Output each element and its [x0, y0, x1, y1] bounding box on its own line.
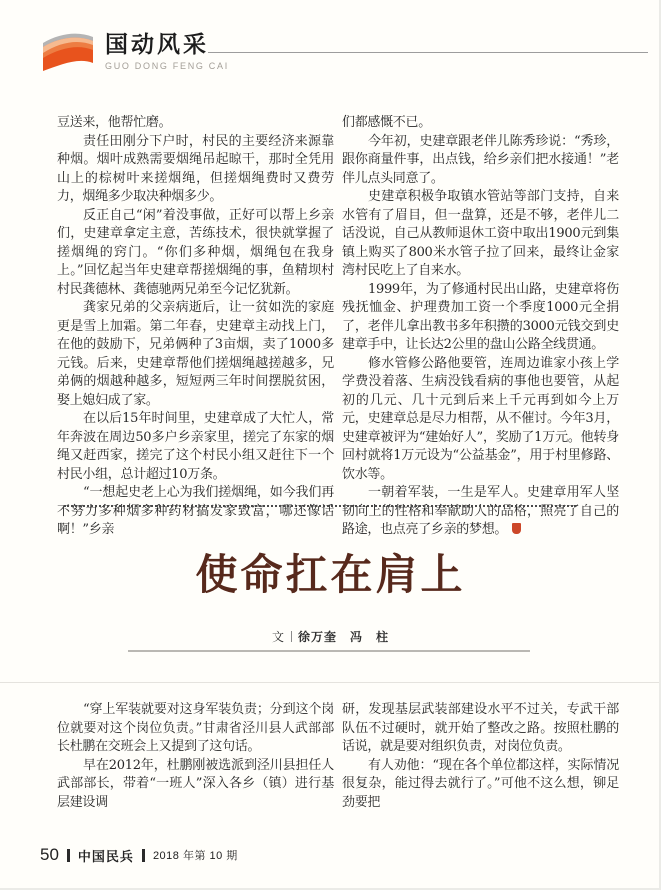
paragraph-text: 一朝着军装，一生是军人。史建章用军人坚韧向上的性格和奉献助人的品格，照亮了自己的路途，也点亮了乡亲的梦想。 [342, 485, 619, 537]
paragraph: 在以后15年时间里，史建章成了大忙人，常年奔波在周边50多户乡亲家里，搓完了东家的烟绳又赶西家，搓完了这个村民小组又赶往下一个村民小组，总计超过10万条。 [57, 411, 334, 482]
article2-byline [0, 628, 661, 645]
section-rule [0, 682, 661, 683]
column-subtitle: GUO DONG FENG CAI [105, 61, 229, 72]
byline-authors: 徐万奎 冯 柱 [298, 630, 390, 644]
column-title: 国动风采 [105, 31, 209, 57]
paragraph: 豆送来，他帮忙磨。 [57, 115, 172, 130]
article2-left-column [57, 701, 334, 812]
article1-body [57, 114, 619, 540]
paragraph: 龚家兄弟的父亲病逝后，让一贫如洗的家庭更是雪上加霜。第二年春，史建章主动找上门，在他的鼓励下，兄弟俩种了3亩烟，卖了1000多元钱。后来，史建章帮他们搓烟绳越搓越多，兄弟俩的烟越种越多，短短两三年时间摆脱贫困，娶上媳妇成了家。 [57, 300, 334, 408]
paragraph: 修水管修公路他要管，连周边谁家小孩上学学费没着落、生病没钱看病的事他也要管，从起初的几元、几十元到后来上千元再到如今上万元，史建章总是尽力相帮，从不催讨。今年3月，史建章被评为“建始好人”，奖励了1万元。他转身回村就将1万元设为“公益基金”，用于村里修路、饮水等。 [342, 355, 619, 482]
flag-icon [40, 30, 96, 74]
page-number: 50 [40, 845, 59, 864]
dotted-section-divider [64, 505, 576, 507]
article1-left-column [57, 114, 334, 540]
paragraph: 责任田刚分下户时，村民的主要经济来源靠种烟。烟叶成熟需要烟绳吊起晾干，那时全凭用山上的棕树叶来搓烟绳，但搓烟绳费时又费劳力，烟绳多少取决种烟多少。 [57, 133, 334, 204]
paragraph: “一想起史老上心为我们搓烟绳，如今我们再不努力多种烟多种药材搞发家致富，哪还像话啊！”乡亲 [57, 485, 334, 537]
article2-title: 使命扛在肩上 [195, 551, 466, 598]
footer-divider-bar [142, 849, 145, 862]
paragraph: “穿上军装就要对这身军装负责；分到这个岗位就要对这个岗位负责。”甘肃省泾川县人武部部长杜鹏在交班会上又提到了这句话。 [57, 702, 334, 754]
footer-divider-bar [67, 849, 70, 862]
paragraph: 1999年，为了修通村民出山路，史建章将伤残抚恤金、护理费加工资一个季度1000元全捐了，老伴儿拿出教书多年积攒的3000元钱交到史建章手中，让长达2公里的盘山公路全线贯通。 [342, 281, 619, 352]
paragraph: 今年初，史建章跟老伴儿陈秀珍说：“秀珍，跟你商量件事，出点钱，给乡亲们把水接通！”老伴儿点头同意了。 [342, 133, 619, 186]
page-header [40, 30, 229, 74]
article1-right-column [342, 114, 619, 540]
byline-prefix: 文 [271, 630, 285, 644]
paragraph [342, 484, 619, 540]
header-rule [208, 52, 648, 53]
article2-right-column [342, 701, 619, 812]
paragraph: 研，发现基层武装部建设水平不过关，专武干部队伍不过硬时，就开始了整改之路。按照杜鹏的话说，就是要对组织负责，对岗位负责。 [342, 702, 619, 754]
byline-divider [291, 631, 292, 642]
paragraph: 有人劝他：“现在各个单位都这样，实际情况很复杂，能过得去就行了。”可他不这么想，铆足劲要把 [342, 757, 619, 810]
page-footer [40, 845, 238, 865]
byline-rule [128, 650, 530, 652]
article-end-mark-icon [512, 523, 521, 534]
paragraph: 早在2012年，杜鹏刚被选派到泾川县担任人武部部长，带着“一班人”深入各乡（镇）进行基层建设调 [57, 757, 334, 810]
paragraph: 们都感慨不已。 [342, 115, 431, 130]
article2-body [57, 701, 619, 812]
header-text [105, 30, 229, 71]
paragraph: 反正自己“闲”着没事做，正好可以帮上乡亲们，史建章拿定主意，苦练技术，很快就掌握了搓烟绳的窍门。“你们多种烟，烟绳包在我身上。”回忆起当年史建章帮搓烟绳的事，鱼精坝村村民龚德林、龚德驰两兄弟至今记忆犹新。 [57, 207, 334, 297]
issue-label: 2018 年第 10 期 [152, 850, 238, 862]
paragraph: 史建章积极争取镇水管站等部门支持，自来水管有了眉目，但一盘算，还是不够，老伴儿二话没说，自己从教师退休工资中取出1900元到集镇上购买了800米水管子拉了回来，最终让金家湾村民吃上了自来水。 [342, 189, 619, 278]
magazine-name: 中国民兵 [77, 848, 134, 864]
